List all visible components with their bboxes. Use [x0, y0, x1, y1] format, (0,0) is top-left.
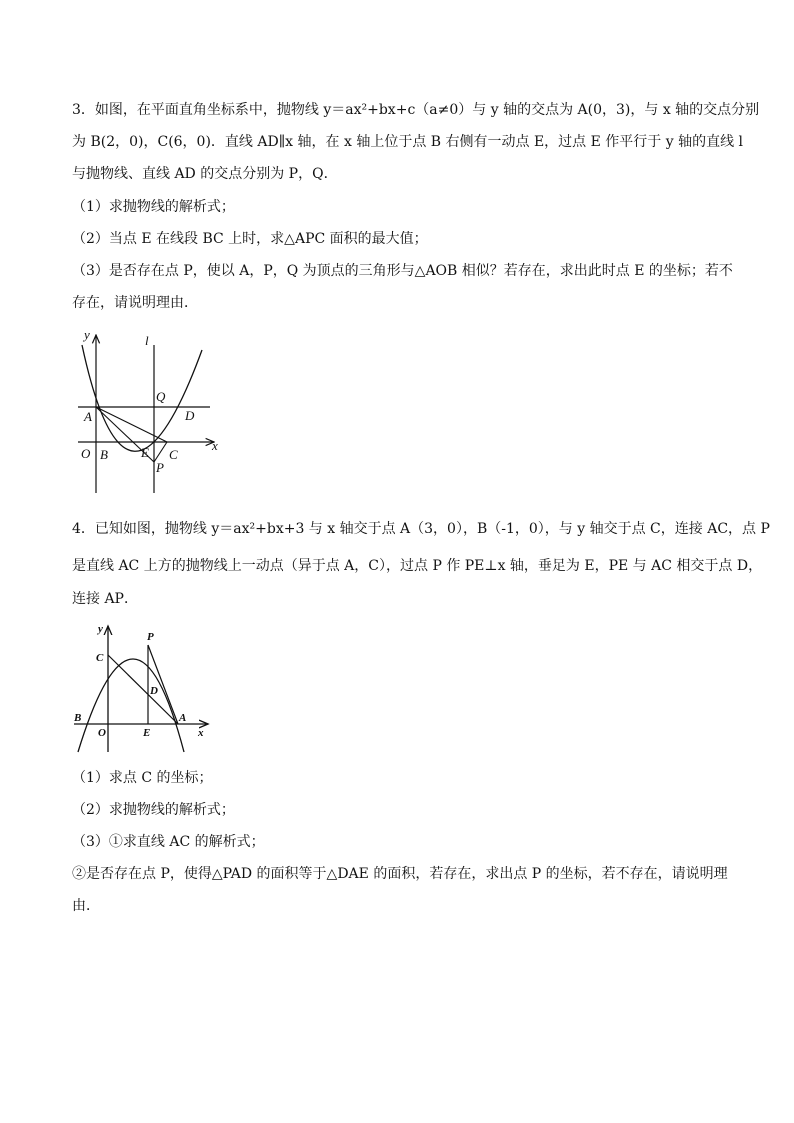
label-c: C — [96, 652, 104, 664]
segment-pc — [154, 442, 167, 462]
problem3-question-3-cont: 存在，请说明理由． — [72, 295, 198, 311]
problem3-figure — [66, 325, 226, 500]
problem4-question-3-part-2-cont: 由． — [72, 898, 100, 914]
label-o: O — [81, 446, 91, 461]
label-l: l — [145, 333, 149, 348]
problem3-question-2: （2）当点 E 在线段 BC 上时，求△APC 面积的最大值； — [72, 231, 428, 247]
label-d: D — [185, 408, 195, 423]
label-y: y — [98, 623, 103, 635]
problem4-question-3: （3）①求直线 AC 的解析式； — [72, 834, 265, 850]
label-d: D — [150, 685, 158, 697]
problem3-line-2: 为 B(2，0)，C(6，0)．直线 AD∥x 轴，在 x 轴上位于点 B 右侧有一动点 E，过点 E 作平行于 y 轴的直线 l — [72, 134, 744, 150]
problem4-line-3: 连接 AP． — [72, 591, 138, 607]
label-x: x — [198, 727, 204, 739]
problem3-question-1: （1）求抛物线的解析式； — [72, 199, 235, 215]
problem3-question-3: （3）是否存在点 P，使以 A，P，Q 为顶点的三角形与△AOB 相似？若存在，求出此时点 E 的坐标；若不 — [72, 263, 733, 279]
label-p: P — [156, 460, 164, 475]
label-o: O — [98, 727, 106, 739]
label-a: A — [84, 409, 92, 424]
problem4-question-2: （2）求抛物线的解析式； — [72, 802, 235, 818]
label-a: A — [179, 712, 187, 724]
label-e: E — [143, 727, 151, 739]
label-e: E — [141, 445, 149, 460]
label-x: x — [212, 438, 218, 453]
problem4-line-2: 是直线 AC 上方的抛物线上一动点（异于点 A，C），过点 P 作 PE⊥x 轴，垂足为 E，PE 与 AC 相交于点 D， — [72, 558, 763, 574]
label-p: P — [147, 631, 154, 643]
label-b: B — [74, 712, 82, 724]
label-q: Q — [156, 389, 166, 404]
problem4-figure — [68, 618, 218, 753]
segment-ac — [108, 655, 178, 724]
label-y: y — [84, 327, 90, 342]
problem4-line-1: 4．已知如图，抛物线 y＝ax²+bx+3 与 x 轴交于点 A（3，0），B（-1，0），与 y 轴交于点 C，连接 AC，点 P — [72, 521, 770, 537]
problem4-question-3-part-2: ②是否存在点 P，使得△PAD 的面积等于△DAE 的面积，若存在，求出点 P 的坐标，若不存在，请说明理 — [72, 866, 728, 882]
problem3-line-1: 3．如图，在平面直角坐标系中，抛物线 y＝ax²+bx+c（a≠0）与 y 轴的交点为 A(0，3)，与 x 轴的交点分别 — [72, 102, 760, 118]
problem4-question-1: （1）求点 C 的坐标； — [72, 770, 213, 786]
problem3-line-3: 与抛物线、直线 AD 的交点分别为 P，Q． — [72, 166, 338, 182]
label-b: B — [100, 447, 108, 462]
label-c: C — [169, 447, 178, 462]
parabola — [78, 659, 187, 752]
parabola — [82, 345, 202, 451]
